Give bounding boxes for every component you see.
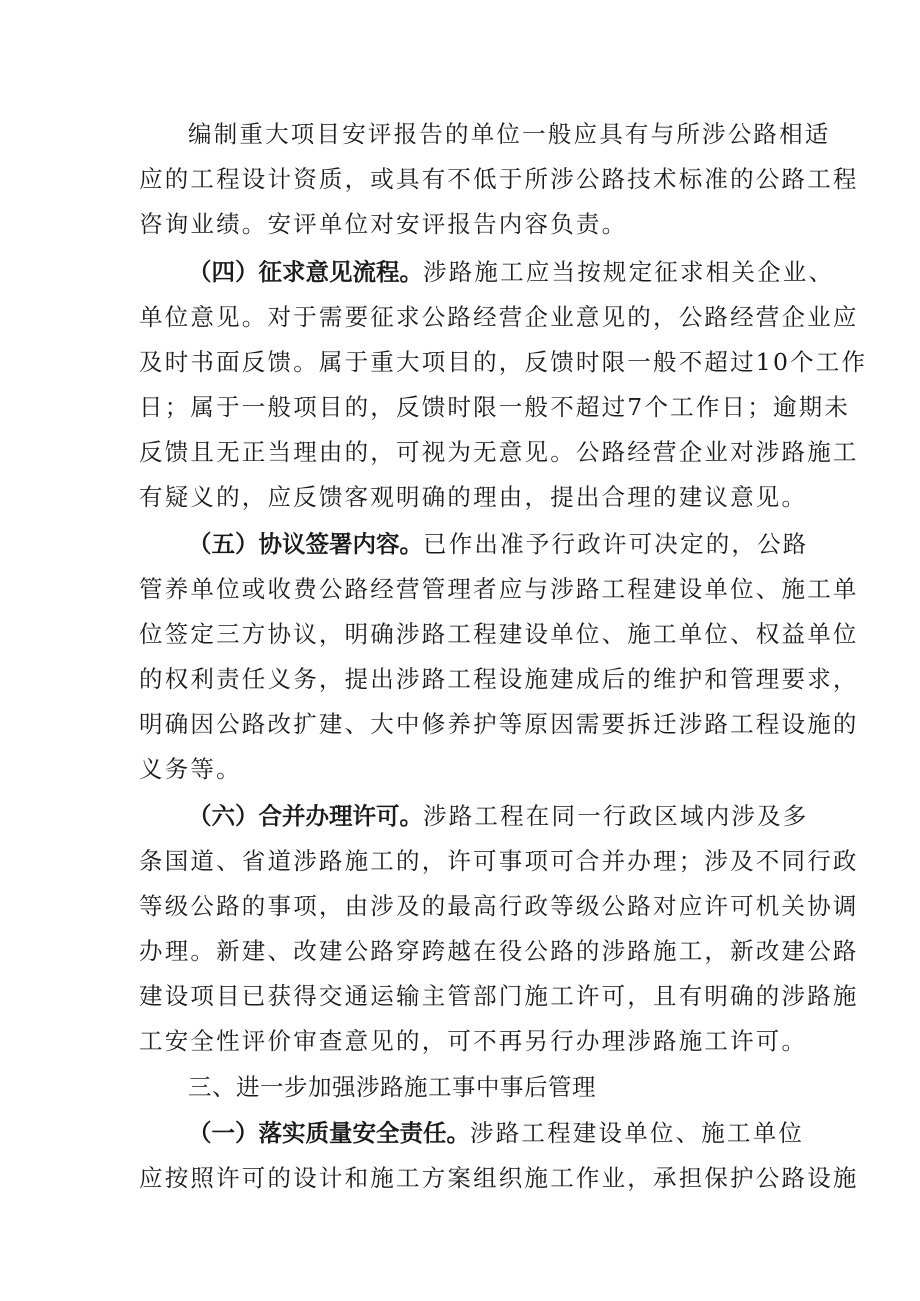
- text-line: 应按照许可的设计和施工方案组织施工作业，承担保护公路设施: [139, 1164, 859, 1192]
- text-line: 明确因公路改扩建、大中修养护等原因需要拆迁涉路工程设施的: [139, 710, 859, 738]
- paragraph-heading: （四）征求意见流程。: [188, 258, 423, 286]
- text-line: 编制重大项目安评报告的单位一般应具有与所涉公路相适: [188, 120, 831, 148]
- text-line: 建设项目已获得交通运输主管部门施工许可，且有明确的涉路施: [139, 982, 859, 1010]
- paragraph-heading: （五）协议签署内容。: [188, 530, 423, 558]
- text-line: 工安全性评价审查意见的，可不再另行办理涉路施工许可。: [139, 1027, 808, 1055]
- paragraph-first-line: [188, 250, 834, 294]
- text-span: 涉路工程在同一行政区域内涉及多: [423, 802, 809, 830]
- text-span: 已作出准予行政许可决定的，公路: [423, 530, 809, 558]
- paragraph-heading: （一）落实质量安全责任。: [188, 1119, 470, 1147]
- text-line: 办理。新建、改建公路穿跨越在役公路的涉路施工，新改建公路: [139, 937, 859, 965]
- text-span: 涉路施工应当按规定征求相关企业、: [423, 258, 835, 286]
- text-line: 反馈且无正当理由的，可视为无意见。公路经营企业对涉路施工: [139, 438, 859, 466]
- section-title: 三、进一步加强涉路施工事中事后管理: [188, 1073, 596, 1101]
- text-line: 有疑义的，应反馈客观明确的理由，提出合理的建议意见。: [139, 483, 808, 511]
- text-line: 条国道、省道涉路施工的，许可事项可合并办理；涉及不同行政: [139, 847, 859, 875]
- text-line: 日；属于一般项目的，反馈时限一般不超过7个工作日；逾期未: [139, 393, 851, 421]
- paragraph-heading: （六）合并办理许可。: [188, 802, 423, 830]
- paragraph-first-line: [188, 794, 809, 838]
- paragraph-first-line: [188, 1111, 804, 1155]
- text-line: 义务等。: [139, 755, 242, 783]
- text-line: 单位意见。对于需要征求公路经营企业意见的，公路经营企业应: [139, 303, 859, 331]
- text-line: 应的工程设计资质，或具有不低于所涉公路技术标准的公路工程: [139, 165, 859, 193]
- text-line: 咨询业绩。安评单位对安评报告内容负责。: [139, 210, 628, 238]
- text-line: 的权利责任义务，提出涉路工程设施建成后的维护和管理要求，: [139, 665, 859, 693]
- text-line: 管养单位或收费公路经营管理者应与涉路工程建设单位、施工单: [139, 575, 859, 603]
- paragraph-first-line: [188, 522, 809, 566]
- text-line: 及时书面反馈。属于重大项目的，反馈时限一般不超过10个工作: [139, 348, 868, 376]
- text-span: 涉路工程建设单位、施工单位: [470, 1119, 805, 1147]
- text-line: 等级公路的事项，由涉及的最高行政等级公路对应许可机关协调: [139, 892, 859, 920]
- text-line: 位签定三方协议，明确涉路工程建设单位、施工单位、权益单位: [139, 620, 859, 648]
